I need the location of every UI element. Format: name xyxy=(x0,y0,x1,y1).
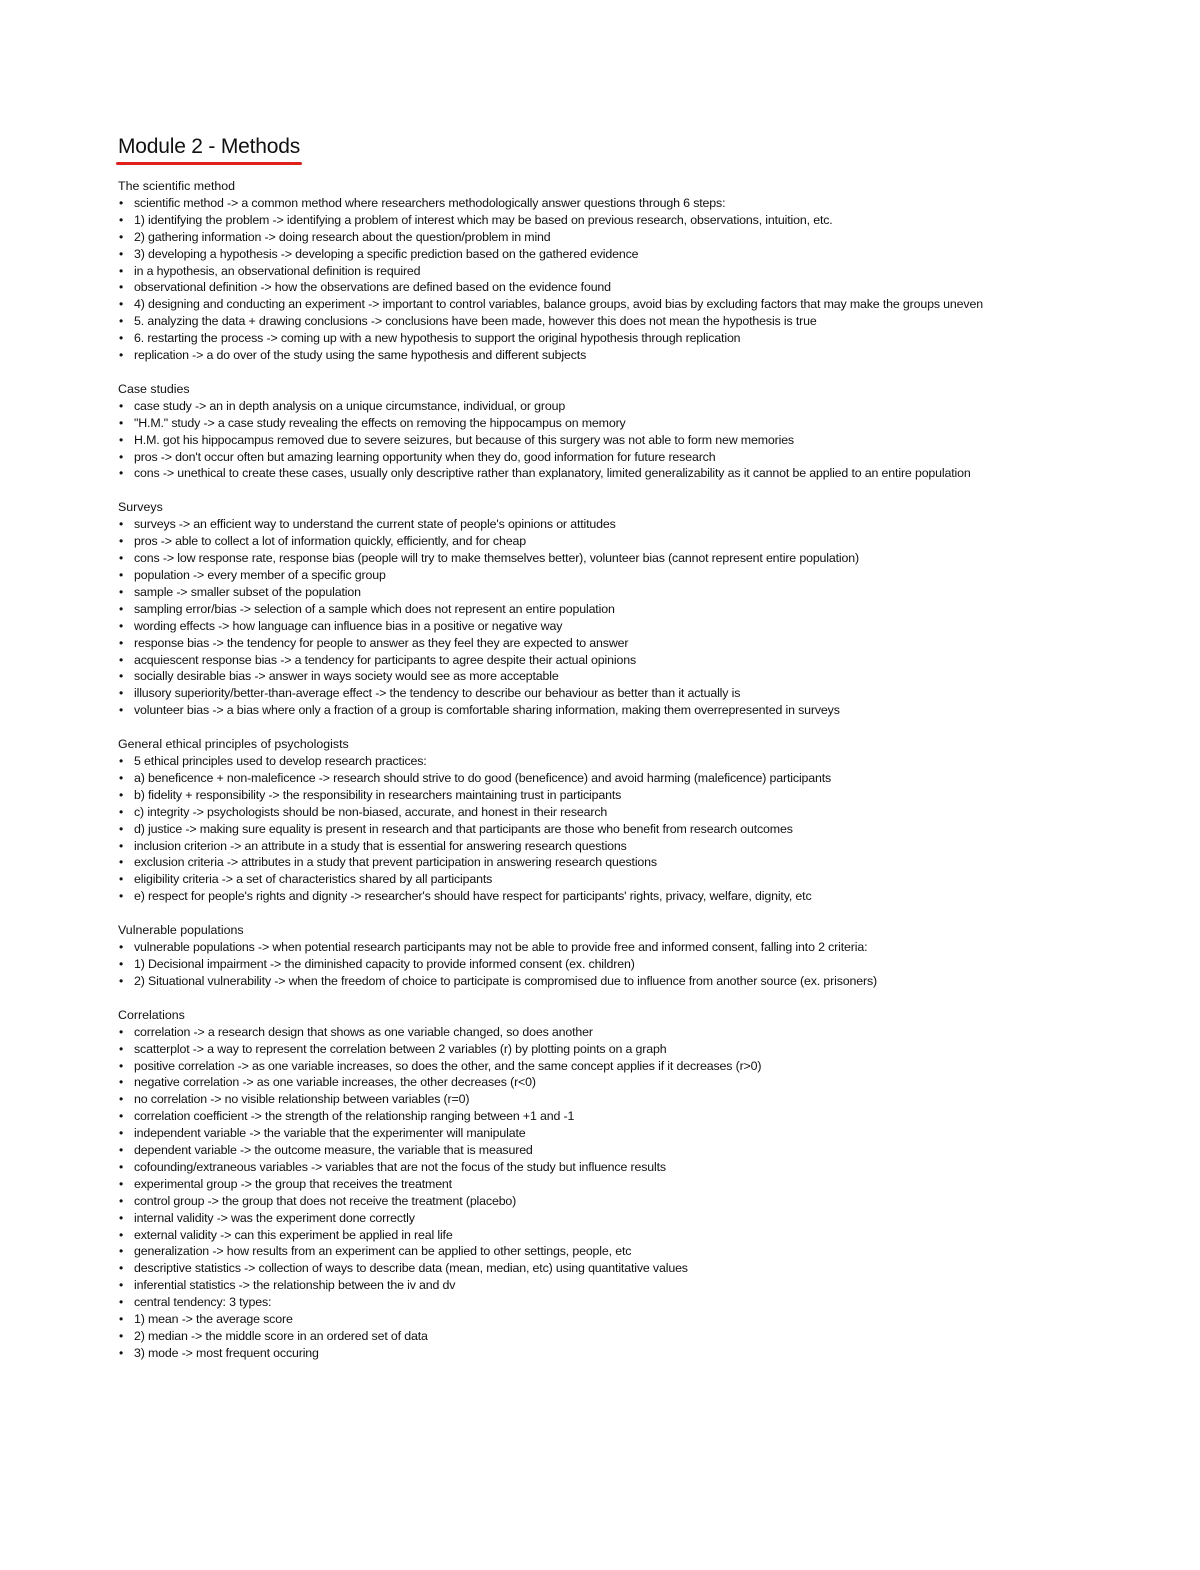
bullet-icon: • xyxy=(119,1244,124,1259)
bullet-icon: • xyxy=(119,1261,124,1276)
bullet-text: illusory superiority/better-than-average effect -> the tendency to describe our behaviour as better than it actually is xyxy=(134,686,741,701)
bullet-item xyxy=(118,1041,1078,1058)
bullet-text: acquiescent response bias -> a tendency for participants to agree despite their actual opinions xyxy=(134,652,637,667)
bullet-text: 2) gathering information -> doing research about the question/problem in mind xyxy=(134,229,551,244)
bullet-text: no correlation -> no visible relationship between variables (r=0) xyxy=(134,1092,470,1107)
bullet-item xyxy=(118,1058,1078,1075)
bullet-item xyxy=(118,1345,1078,1362)
bullet-item xyxy=(118,939,1078,956)
bullet-text: scatterplot -> a way to represent the correlation between 2 variables (r) by plotting points on a graph xyxy=(134,1041,667,1056)
bullet-item xyxy=(118,296,1078,313)
bullet-icon: • xyxy=(119,449,124,464)
bullet-icon: • xyxy=(119,754,124,769)
bullet-item xyxy=(118,1176,1078,1193)
bullet-icon: • xyxy=(119,821,124,836)
bullet-item xyxy=(118,1311,1078,1328)
bullet-icon: • xyxy=(119,534,124,549)
section-heading: The scientific method xyxy=(118,179,236,193)
bullet-text: surveys -> an efficient way to understand the current state of people's opinions or attitudes xyxy=(134,517,616,532)
bullet-icon: • xyxy=(119,551,124,566)
bullet-text: 5 ethical principles used to develop research practices: xyxy=(134,754,427,769)
bullet-item xyxy=(118,550,1078,567)
bullet-item xyxy=(118,838,1078,855)
bullet-icon: • xyxy=(119,838,124,853)
notes-section xyxy=(118,1007,1078,1362)
bullet-item xyxy=(118,533,1078,550)
bullet-icon: • xyxy=(119,1278,124,1293)
bullet-item xyxy=(118,652,1078,669)
section-heading: Surveys xyxy=(118,500,163,515)
bullet-item xyxy=(118,1260,1078,1277)
bullet-text: cofounding/extraneous variables -> variables that are not the focus of the study but influence results xyxy=(134,1159,666,1174)
bullet-icon: • xyxy=(119,669,124,684)
bullet-text: sampling error/bias -> selection of a sample which does not represent an entire population xyxy=(134,601,615,616)
bullet-icon: • xyxy=(119,1329,124,1343)
bullet-icon: • xyxy=(119,770,124,785)
bullet-icon: • xyxy=(119,1345,124,1360)
bullet-icon: • xyxy=(119,1159,124,1174)
bullet-text: 1) Decisional impairment -> the diminished capacity to provide informed consent (ex. children) xyxy=(134,956,635,971)
bullet-text: 1) identifying the problem -> identifying a problem of interest which may be based on previous research, observations, intuition, etc. xyxy=(134,212,833,227)
bullet-icon: • xyxy=(119,1312,124,1327)
bullet-icon: • xyxy=(119,297,124,312)
bullet-item xyxy=(118,1277,1078,1294)
bullet-item xyxy=(118,1294,1078,1311)
document-page xyxy=(118,134,1078,1362)
bullet-item xyxy=(118,685,1078,702)
bullet-icon: • xyxy=(119,584,124,599)
bullet-text: descriptive statistics -> collection of ways to describe data (mean, median, etc) using quantitative values xyxy=(134,1261,688,1276)
bullet-item xyxy=(118,601,1078,618)
bullet-icon: • xyxy=(119,432,124,447)
bullet-icon: • xyxy=(119,567,124,582)
bullet-item xyxy=(118,1024,1078,1041)
bullet-text: d) justice -> making sure equality is present in research and that participants are those who benefit from research outcomes xyxy=(134,821,793,836)
bullet-icon: • xyxy=(119,212,124,227)
bullet-icon: • xyxy=(119,652,124,667)
bullet-text: 3) mode -> most frequent occuring xyxy=(134,1345,319,1360)
page-title-text: Module 2 - Methods xyxy=(118,135,300,158)
bullet-item xyxy=(118,668,1078,685)
bullet-text: positive correlation -> as one variable increases, so does the other, and the same concept applies if it decreases (r>0) xyxy=(134,1058,762,1073)
notes-section xyxy=(118,178,1078,364)
bullet-item xyxy=(118,854,1078,871)
bullet-item xyxy=(118,212,1078,229)
bullet-text: population -> every member of a specific group xyxy=(134,567,386,582)
bullet-icon: • xyxy=(119,855,124,870)
bullet-item xyxy=(118,465,1078,482)
bullet-text: e) respect for people's rights and dignity -> researcher's should have respect for participants' rights, privacy, welfare, dignity, etc xyxy=(134,889,812,904)
bullet-icon: • xyxy=(119,517,124,532)
bullet-item xyxy=(118,1328,1078,1345)
section-gap xyxy=(118,905,1078,922)
bullet-icon: • xyxy=(119,1024,124,1039)
bullet-icon: • xyxy=(119,1227,124,1242)
bullet-item xyxy=(118,702,1078,719)
notes-section xyxy=(118,381,1078,482)
page-title xyxy=(118,134,300,160)
bullet-item xyxy=(118,398,1078,415)
bullet-item xyxy=(118,1243,1078,1260)
bullet-icon: • xyxy=(119,1210,124,1225)
bullet-item xyxy=(118,1159,1078,1176)
bullet-text: cons -> unethical to create these cases, usually only descriptive rather than explanatory, limited generalizability as it cannot be applied to an entire population xyxy=(134,466,971,481)
bullet-item xyxy=(118,804,1078,821)
bullet-item xyxy=(118,584,1078,601)
bullet-text: inferential statistics -> the relationship between the iv and dv xyxy=(134,1278,456,1293)
bullet-item xyxy=(118,635,1078,652)
section-heading: Vulnerable populations xyxy=(118,923,244,938)
bullet-icon: • xyxy=(119,1041,124,1056)
bullet-text: pros -> don't occur often but amazing learning opportunity when they do, good information for future research xyxy=(134,449,716,464)
bullet-icon: • xyxy=(119,1109,124,1124)
bullet-item xyxy=(118,618,1078,635)
notes-section xyxy=(118,499,1078,719)
bullet-text: volunteer bias -> a bias where only a fraction of a group is comfortable sharing information, making them overrepresented in surveys xyxy=(134,703,840,718)
bullet-text: independent variable -> the variable that the experimenter will manipulate xyxy=(134,1126,526,1141)
bullet-text: case study -> an in depth analysis on a unique circumstance, individual, or group xyxy=(134,398,566,413)
bullet-text: 6. restarting the process -> coming up with a new hypothesis to support the original hypothesis through replication xyxy=(134,331,741,346)
bullet-text: correlation coefficient -> the strength of the relationship ranging between +1 and -1 xyxy=(134,1109,575,1124)
bullet-item xyxy=(118,1074,1078,1091)
bullet-text: 3) developing a hypothesis -> developing a specific prediction based on the gathered evidence xyxy=(134,246,639,261)
bullet-icon: • xyxy=(119,703,124,718)
bullet-icon: • xyxy=(119,229,124,244)
bullet-item xyxy=(118,770,1078,787)
section-heading: Case studies xyxy=(118,381,190,396)
bullet-icon: • xyxy=(119,635,124,650)
bullet-text: response bias -> the tendency for people to answer as they feel they are expected to answer xyxy=(134,635,629,650)
bullet-item xyxy=(118,888,1078,905)
bullet-text: pros -> able to collect a lot of information quickly, efficiently, and for cheap xyxy=(134,534,526,549)
bullet-item xyxy=(118,415,1078,432)
bullet-icon: • xyxy=(119,314,124,329)
notes-section xyxy=(118,736,1078,905)
bullet-icon: • xyxy=(119,348,124,363)
bullet-item xyxy=(118,516,1078,533)
section-gap xyxy=(118,990,1078,1007)
bullet-icon: • xyxy=(119,872,124,887)
bullet-item xyxy=(118,1108,1078,1125)
bullet-item xyxy=(118,432,1078,449)
bullet-text: 5. analyzing the data + drawing conclusions -> conclusions have been made, however this does not mean the hypothesis is true xyxy=(134,314,817,329)
bullet-item xyxy=(118,313,1078,330)
bullet-text: negative correlation -> as one variable increases, the other decreases (r<0) xyxy=(134,1075,536,1090)
bullet-text: 4) designing and conducting an experiment -> important to control variables, balance groups, avoid bias by excluding factors that may make the groups uneven xyxy=(134,297,983,312)
bullet-text: b) fidelity + responsibility -> the responsibility in researchers maintaining trust in participants xyxy=(134,787,622,802)
bullet-item xyxy=(118,1091,1078,1108)
bullet-text: experimental group -> the group that receives the treatment xyxy=(134,1176,452,1191)
bullet-icon: • xyxy=(119,331,124,346)
section-gap xyxy=(118,364,1078,381)
bullet-item xyxy=(118,330,1078,347)
bullet-item xyxy=(118,229,1078,246)
bullet-text: inclusion criterion -> an attribute in a study that is essential for answering research questions xyxy=(134,838,627,853)
bullet-item xyxy=(118,449,1078,466)
bullet-icon: • xyxy=(119,246,124,261)
bullet-icon: • xyxy=(119,1176,124,1191)
bullet-text: in a hypothesis, an observational definition is required xyxy=(134,263,421,278)
bullet-item xyxy=(118,973,1078,990)
section-gap xyxy=(118,482,1078,499)
bullet-text: central tendency: 3 types: xyxy=(134,1295,272,1310)
bullet-icon: • xyxy=(119,601,124,616)
bullet-text: replication -> a do over of the study using the same hypothesis and different subjects xyxy=(134,348,587,363)
bullet-icon: • xyxy=(119,804,124,819)
notes-section xyxy=(118,922,1078,990)
section-heading: Correlations xyxy=(118,1007,185,1022)
bullet-text: "H.M." study -> a case study revealing the effects on removing the hippocampus on memory xyxy=(134,415,626,430)
bullet-item xyxy=(118,263,1078,280)
bullet-text: socially desirable bias -> answer in ways society would see as more acceptable xyxy=(134,669,559,684)
bullet-text: correlation -> a research design that shows as one variable changed, so does another xyxy=(134,1024,593,1039)
bullet-text: wording effects -> how language can influence bias in a positive or negative way xyxy=(134,618,563,633)
bullet-icon: • xyxy=(119,889,124,904)
bullet-icon: • xyxy=(119,973,124,988)
bullet-item xyxy=(118,1210,1078,1227)
bullet-text: 1) mean -> the average score xyxy=(134,1312,293,1327)
bullet-text: control group -> the group that does not receive the treatment (placebo) xyxy=(134,1193,517,1208)
bullet-icon: • xyxy=(119,280,124,295)
bullet-icon: • xyxy=(119,1126,124,1141)
bullet-icon: • xyxy=(119,1295,124,1310)
bullet-text: cons -> low response rate, response bias (people will try to make themselves better), volunteer bias (cannot represent entire population) xyxy=(134,551,859,566)
bullet-item xyxy=(118,1142,1078,1159)
bullet-icon: • xyxy=(119,940,124,955)
bullet-icon: • xyxy=(119,686,124,701)
bullet-item xyxy=(118,753,1078,770)
bullet-icon: • xyxy=(119,398,124,413)
bullet-icon: • xyxy=(119,787,124,802)
bullet-item xyxy=(118,347,1078,364)
bullet-icon: • xyxy=(119,618,124,633)
bullet-item xyxy=(118,871,1078,888)
notes-body xyxy=(118,178,1078,1362)
bullet-text: sample -> smaller subset of the population xyxy=(134,584,361,599)
bullet-text: 2) Situational vulnerability -> when the freedom of choice to participate is compromised due to influence from another source (ex. prisoners) xyxy=(134,973,877,988)
bullet-icon: • xyxy=(119,1058,124,1073)
bullet-item xyxy=(118,1227,1078,1244)
bullet-icon: • xyxy=(119,195,124,210)
bullet-text: generalization -> how results from an experiment can be applied to other settings, people, etc xyxy=(134,1244,632,1259)
bullet-text: observational definition -> how the observations are defined based on the evidence found xyxy=(134,280,611,295)
bullet-item xyxy=(118,787,1078,804)
bullet-text: vulnerable populations -> when potential research participants may not be able to provide free and informed consent, falling into 2 criteria: xyxy=(134,940,868,955)
bullet-text: dependent variable -> the outcome measure, the variable that is measured xyxy=(134,1143,533,1158)
bullet-item xyxy=(118,1125,1078,1142)
section-gap xyxy=(118,719,1078,736)
section-heading: General ethical principles of psychologists xyxy=(118,737,349,752)
bullet-text: H.M. got his hippocampus removed due to severe seizures, but because of this surgery was not able to form new memories xyxy=(134,432,794,447)
bullet-icon: • xyxy=(119,1075,124,1090)
bullet-text: 2) median -> the middle score in an ordered set of data xyxy=(134,1329,428,1343)
bullet-item xyxy=(118,567,1078,584)
bullet-icon: • xyxy=(119,956,124,971)
bullet-text: a) beneficence + non-maleficence -> research should strive to do good (beneficence) and avoid harming (maleficence) participants xyxy=(134,770,832,785)
bullet-item xyxy=(118,1193,1078,1210)
bullet-item xyxy=(118,195,1078,212)
bullet-icon: • xyxy=(119,263,124,278)
bullet-text: c) integrity -> psychologists should be non-biased, accurate, and honest in their research xyxy=(134,804,608,819)
bullet-icon: • xyxy=(119,415,124,430)
bullet-text: exclusion criteria -> attributes in a study that prevent participation in answering research questions xyxy=(134,855,657,870)
bullet-text: external validity -> can this experiment be applied in real life xyxy=(134,1227,453,1242)
bullet-text: eligibility criteria -> a set of characteristics shared by all participants xyxy=(134,872,493,887)
bullet-text: internal validity -> was the experiment done correctly xyxy=(134,1210,415,1225)
bullet-text: scientific method -> a common method where researchers methodologically answer questions through 6 steps: xyxy=(134,195,726,210)
bullet-item xyxy=(118,279,1078,296)
bullet-item xyxy=(118,821,1078,838)
bullet-icon: • xyxy=(119,1193,124,1208)
bullet-item xyxy=(118,246,1078,263)
title-underline xyxy=(116,162,302,165)
bullet-item xyxy=(118,956,1078,973)
bullet-icon: • xyxy=(119,1092,124,1107)
bullet-icon: • xyxy=(119,466,124,481)
bullet-icon: • xyxy=(119,1143,124,1158)
